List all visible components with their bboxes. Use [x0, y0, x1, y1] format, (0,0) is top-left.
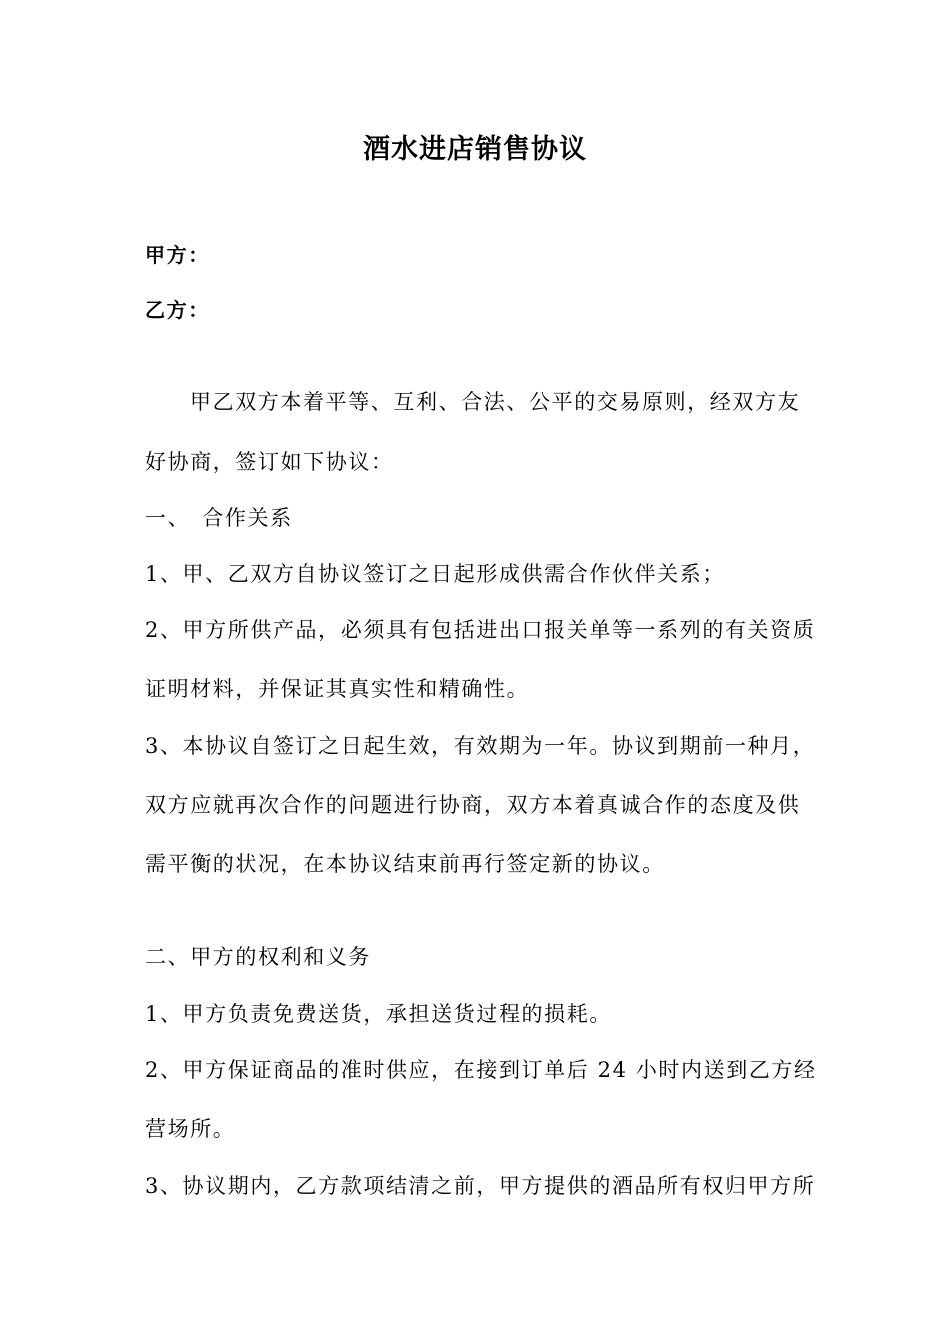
preamble-line-2: 好协商，签订如下协议： — [145, 450, 394, 474]
clause-1-3-line-1: 3、本协议自签订之日起生效，有效期为一年。协议到期前一种月， — [145, 734, 816, 758]
clause-2-2-line-1: 2、甲方保证商品的准时供应，在接到订单后 24 小时内送到乙方经 — [145, 1058, 817, 1082]
clause-2-2-line-2: 营场所。 — [145, 1117, 236, 1141]
clause-2-1: 1、甲方负责免费送货，承担送货过程的损耗。 — [145, 1002, 612, 1026]
party-a-label: 甲方： — [145, 243, 210, 267]
clause-1-2-line-2: 证明材料，并保证其真实性和精确性。 — [145, 677, 530, 701]
party-b-label: 乙方： — [145, 298, 210, 322]
clause-1-2-line-1: 2、甲方所供产品，必须具有包括进出口报关单等一系列的有关资质 — [145, 618, 816, 642]
clause-1-3-line-3: 需平衡的状况，在本协议结束前再行签定新的协议。 — [145, 852, 665, 876]
document-title: 酒水进店销售协议 — [363, 134, 587, 165]
clause-1-3-line-2: 双方应就再次合作的问题进行协商，双方本着真诚合作的态度及供 — [145, 793, 801, 817]
clause-2-3-line-1: 3、协议期内，乙方款项结清之前，甲方提供的酒品所有权归甲方所 — [145, 1174, 816, 1198]
section-heading-cooperation: 一、 合作关系 — [145, 506, 293, 530]
section-heading-party-a: 二、甲方的权利和义务 — [145, 945, 371, 969]
preamble-line-1: 甲乙双方本着平等、互利、合法、公平的交易原则，经双方友 — [190, 390, 801, 414]
clause-1-1: 1、甲、乙双方自协议签订之日起形成供需合作伙伴关系； — [145, 562, 725, 586]
